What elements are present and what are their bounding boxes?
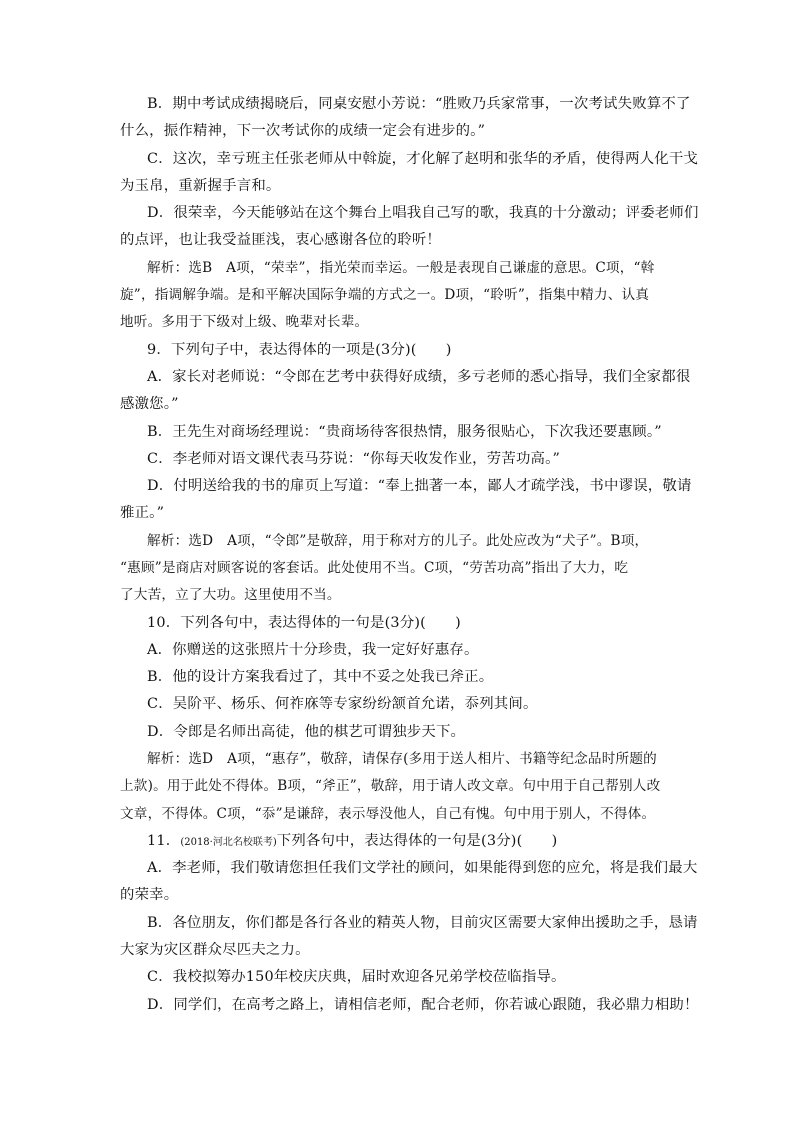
q9-option-d-line2: 雅正。” [120, 505, 165, 521]
q9-analysis-line2: “惠顾”是商店对顾客说的客套话。此处使用不当。C项，“劳苦功高”指出了大力，吃 [120, 560, 629, 576]
q11-stem [147, 831, 557, 853]
q10-analysis-line1: 解析：选D A项，“惠存”，敬辞，请保存(多用于送人相片、书籍等纪念品时所题的 [147, 751, 657, 767]
q9-option-d-line1: D．付明送给我的书的扉页上写道：“奉上拙著一本，鄙人才疏学浅，书中谬误，敬请 [147, 478, 692, 494]
q9-option-a-line2: 感激您。” [120, 396, 179, 412]
q10-analysis-line2: 上款)。用于此处不得体。B项，“斧正”，敬辞，用于请人改文章。句中用于自己帮别人改 [120, 778, 661, 794]
q10-analysis-line3: 文章，不得体。C项，“忝”是谦辞，表示辱没他人，自己有愧。句中用于别人，不得体。 [120, 806, 656, 822]
q10-option-a: A．你赠送的这张照片十分珍贵，我一定好好惠存。 [147, 642, 479, 658]
q9-stem: 9．下列句子中，表达得体的一项是(3分)( ) [147, 342, 452, 358]
q11-source: (2018·河北名校联考) [180, 837, 277, 848]
q8-analysis-line1: 解析：选B A项，“荣幸”，指光荣而幸运。一般是表现自己谦虚的意思。C项，“斡 [147, 260, 655, 276]
q9-option-b: B．王先生对商场经理说：“贵商场待客很热情，服务很贴心，下次我还要惠顾。” [147, 424, 662, 440]
q11-option-a-line1: A．李老师，我们敬请您担任我们文学社的顾问，如果能得到您的应允，将是我们最大 [147, 860, 698, 876]
q11-number: 11． [147, 833, 181, 849]
q8-analysis-line2: 旋”，指调解争端。是和平解决国际争端的方式之一。D项，“聆听”，指集中精力、认真 [120, 287, 650, 303]
q8-option-b-line2: 什么，振作精神，下一次考试你的成绩一定会有进步的。” [120, 123, 486, 139]
q8-option-c-line2: 为玉帛，重新握手言和。 [120, 178, 281, 194]
q10-stem: 10．下列各句中，表达得体的一句是(3分)( ) [147, 615, 461, 631]
q9-option-a-line1: A．家长对老师说：“令郎在艺考中获得好成绩，多亏老师的悉心指导，我们全家都很 [147, 369, 691, 385]
q11-option-c: C．我校拟筹办150年校庆庆典，届时欢迎各兄弟学校莅临指导。 [147, 969, 566, 985]
q9-analysis-line1: 解析：选D A项，“令郎”是敬辞，用于称对方的儿子。此处应改为“犬子”。B项， [147, 533, 649, 549]
q11-option-d: D．同学们，在高考之路上，请相信老师，配合老师，你若诚心跟随，我必鼎力相助！ [147, 997, 699, 1013]
q9-option-c: C．李老师对语文课代表马芬说：“你每天收发作业，劳苦功高。” [147, 451, 561, 467]
q11-option-a-line2: 的荣幸。 [120, 887, 179, 903]
q10-option-d: D．令郎是名师出高徒，他的棋艺可谓独步天下。 [147, 724, 466, 740]
q9-analysis-line3: 了大苦，立了大功。这里使用不当。 [120, 587, 341, 603]
q8-option-d-line2: 的点评，也让我受益匪浅，衷心感谢各位的聆听！ [120, 232, 441, 248]
q11-option-b-line2: 大家为灾区群众尽匹夫之力。 [120, 942, 310, 958]
q8-option-d-line1: D．很荣幸，今天能够站在这个舞台上唱我自己写的歌，我真的十分激动；评委老师们 [147, 205, 699, 221]
q8-option-c-line1: C．这次，幸亏班主任张老师从中斡旋，才化解了赵明和张华的矛盾，使得两人化干戈 [147, 151, 699, 167]
q11-stem-text: 下列各句中，表达得体的一句是(3分)( ) [276, 833, 558, 849]
q10-option-b: B．他的设计方案我看过了，其中不妥之处我已斧正。 [147, 669, 494, 685]
q8-option-b-line1: B．期中考试成绩揭晓后，同桌安慰小芳说：“胜败乃兵家常事，一次考试失败算不了 [147, 96, 691, 112]
q8-analysis-line3: 地听。多用于下级对上级、晚辈对长辈。 [120, 314, 369, 330]
q10-option-c: C．吴阶平、杨乐、何祚庥等专家纷纷颔首允诺，忝列其间。 [147, 696, 538, 712]
q11-option-b-line1: B．各位朋友，你们都是各行各业的精英人物，目前灾区需要大家伸出援助之手，恳请 [147, 915, 698, 931]
